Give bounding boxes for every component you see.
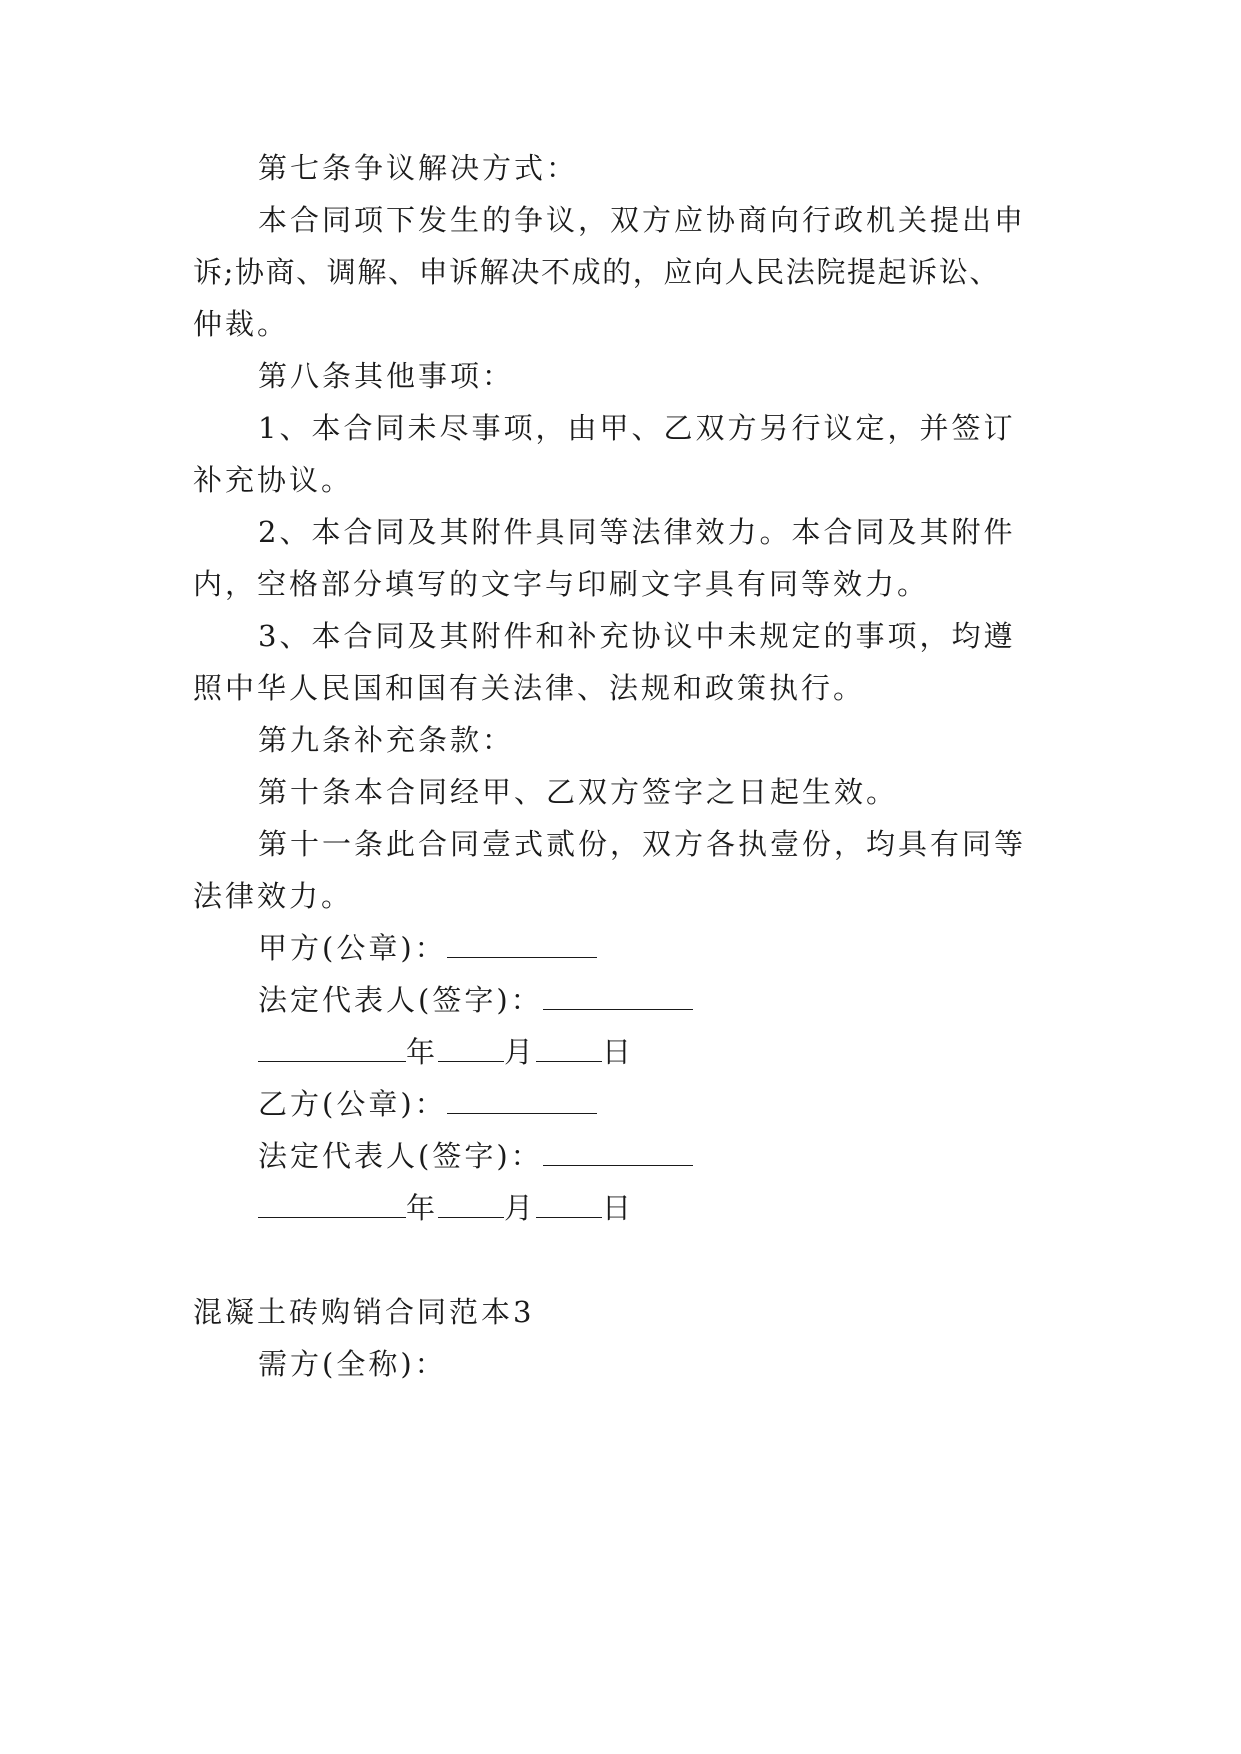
- section-title: 混凝土砖购销合同范本3: [193, 1295, 535, 1329]
- day-blank: [536, 1189, 602, 1218]
- paragraph-line: 补充协议。: [193, 463, 354, 497]
- month-label: 月: [504, 1035, 537, 1069]
- party-b-seal-blank: [447, 1085, 597, 1114]
- year-blank: [258, 1033, 406, 1062]
- month-label: 月: [504, 1191, 537, 1225]
- article-10-line: 第十条本合同经甲、乙双方签字之日起生效。: [258, 775, 899, 809]
- paragraph-line: 法律效力。: [193, 879, 354, 913]
- paragraph-line: 照中华人民国和国有关法律、法规和政策执行。: [193, 671, 866, 705]
- buyer-name-line: 需方(全称)：: [258, 1347, 447, 1381]
- party-b-rep-blank: [543, 1137, 693, 1166]
- party-a-seal-line: [258, 928, 1138, 968]
- party-a-rep-blank: [543, 981, 693, 1010]
- party-a-rep-line: [258, 980, 1138, 1020]
- party-b-rep-label: 法定代表人(签字)：: [258, 1139, 543, 1173]
- paragraph-line: 2、本合同及其附件具同等法律效力。本合同及其附件: [258, 515, 1016, 549]
- article-11-line: 第十一条此合同壹式贰份，双方各执壹份，均具有同等: [258, 827, 1027, 861]
- day-label: 日: [602, 1035, 635, 1069]
- paragraph-line: 仲裁。: [193, 307, 290, 341]
- paragraph-line: 内，空格部分填写的文字与印刷文字具有同等效力。: [193, 567, 930, 601]
- party-a-date-line: [258, 1032, 1138, 1072]
- day-blank: [536, 1033, 602, 1062]
- year-blank: [258, 1189, 406, 1218]
- party-a-rep-label: 法定代表人(签字)：: [258, 983, 543, 1017]
- paragraph-line: 1、本合同未尽事项，由甲、乙双方另行议定，并签订: [258, 411, 1016, 445]
- party-a-seal-label: 甲方(公章)：: [258, 931, 447, 965]
- day-label: 日: [602, 1191, 635, 1225]
- article-9-heading: 第九条补充条款：: [258, 723, 515, 757]
- party-b-date-line: [258, 1188, 1138, 1228]
- party-b-seal-line: [258, 1084, 1138, 1124]
- party-b-seal-label: 乙方(公章)：: [258, 1087, 447, 1121]
- paragraph-line: 诉;协商、调解、申诉解决不成的，应向人民法院提起诉讼、: [193, 255, 1000, 289]
- year-label: 年: [406, 1191, 439, 1225]
- article-8-heading: 第八条其他事项：: [258, 359, 515, 393]
- month-blank: [438, 1189, 504, 1218]
- year-label: 年: [406, 1035, 439, 1069]
- party-a-seal-blank: [447, 929, 597, 958]
- paragraph-line: 本合同项下发生的争议，双方应协商向行政机关提出申: [258, 203, 1027, 237]
- paragraph-line: 3、本合同及其附件和补充协议中未规定的事项，均遵: [258, 619, 1016, 653]
- party-b-rep-line: [258, 1136, 1138, 1176]
- month-blank: [438, 1033, 504, 1062]
- article-7-heading: 第七条争议解决方式：: [258, 151, 579, 185]
